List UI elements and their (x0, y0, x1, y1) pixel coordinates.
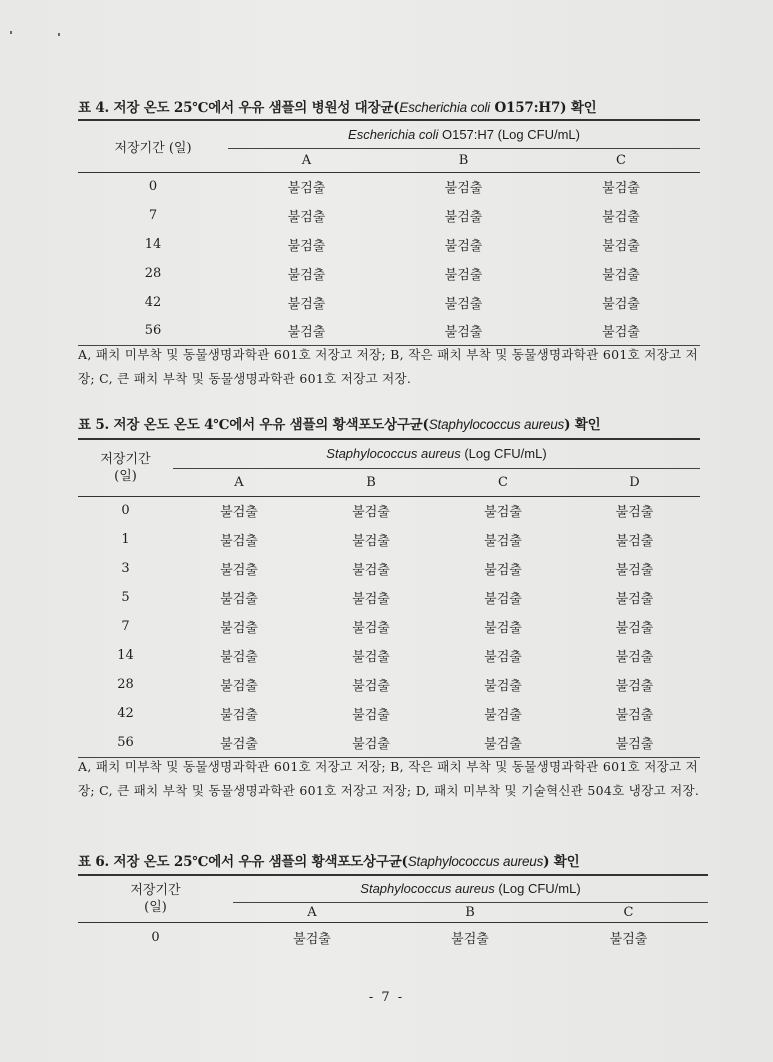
value-cell: 불검출 (444, 239, 483, 254)
value-cell: 불검출 (615, 679, 654, 694)
page-number: - 7 - (368, 990, 405, 1005)
column-header: A (234, 474, 244, 490)
organism-header: Escherichia coli O157:H7 (Log CFU/mL) (228, 120, 700, 148)
value-cell: 불검출 (287, 239, 326, 254)
day-cell: 28 (144, 266, 162, 281)
row-header (78, 875, 233, 922)
value-cell: 불검출 (287, 297, 326, 312)
value-cell: 불검출 (220, 736, 258, 752)
day-cell: 42 (117, 706, 134, 721)
scan-speck (10, 31, 12, 34)
value-cell: 불검출 (220, 505, 258, 521)
day-cell: 3 (121, 561, 130, 576)
table-5-section (78, 413, 700, 803)
value-cell: 불검출 (220, 650, 258, 665)
value-cell: 불검출 (220, 708, 258, 723)
value-cell: 불검출 (602, 325, 640, 341)
column-header: B (366, 474, 376, 490)
table-4-section (78, 96, 700, 391)
value-cell: 불검출 (615, 534, 654, 549)
table-6-caption: 표 6. 저장 온도 25℃에서 우유 샘플의 황색포도상구균(Staphylococcus aureus) 확인 (78, 854, 580, 870)
day-cell: 14 (117, 648, 134, 663)
day-cell: 42 (144, 295, 162, 310)
value-cell: 불검출 (352, 563, 390, 578)
value-cell: 불검출 (615, 592, 654, 607)
day-cell: 7 (148, 208, 158, 223)
organism-header: Staphylococcus aureus (Log CFU/mL) (173, 439, 700, 468)
value-cell: 불검출 (287, 210, 326, 225)
value-cell: 불검출 (484, 534, 522, 549)
value-cell: 불검출 (287, 181, 326, 197)
value-cell: 불검출 (484, 679, 522, 694)
value-cell: 불검출 (352, 650, 390, 665)
row-header-text: 저장기간 (일) (100, 451, 151, 484)
value-cell: 불검출 (352, 592, 390, 607)
value-cell: 불검출 (352, 708, 390, 723)
value-cell: 불검출 (220, 592, 258, 607)
value-cell: 불검출 (609, 931, 648, 947)
value-cell: 불검출 (352, 534, 390, 549)
table-6 (78, 874, 708, 952)
value-cell: 불검출 (602, 268, 640, 283)
value-cell: 불검출 (287, 268, 326, 283)
day-cell: 0 (121, 503, 130, 519)
value-cell: 불검출 (220, 621, 258, 636)
column-header: B (465, 904, 475, 920)
table-5-caption: 표 5. 저장 온도 온도 4℃에서 우유 샘플의 황색포도상구균(Staphylococcus aureus) 확인 (78, 417, 601, 433)
column-header: A (301, 152, 312, 168)
value-cell: 불검출 (615, 736, 654, 752)
row-header: 저장기간 (일) (78, 120, 228, 172)
day-cell: 28 (117, 677, 134, 692)
value-cell: 불검출 (615, 621, 654, 636)
row-header (78, 439, 173, 496)
value-cell: 불검출 (444, 210, 483, 225)
table-4-caption: 표 4. 저장 온도 25℃에서 우유 샘플의 병원성 대장균(Escherichia coli O157:H7) 확인 (78, 100, 597, 116)
value-cell: 불검출 (352, 736, 390, 752)
value-cell: 불검출 (484, 563, 522, 578)
value-cell: 불검출 (484, 708, 522, 723)
day-cell: 56 (117, 734, 134, 750)
scan-speck (58, 33, 60, 36)
table-4 (78, 119, 700, 346)
organism-header: Staphylococcus aureus (Log CFU/mL) (233, 875, 708, 902)
day-cell: 14 (144, 237, 162, 252)
day-cell: 5 (121, 590, 130, 605)
value-cell: 불검출 (615, 708, 654, 723)
value-cell: 불검출 (615, 563, 654, 578)
value-cell: 불검출 (444, 181, 483, 197)
table-5 (78, 438, 700, 758)
value-cell: 불검출 (220, 563, 258, 578)
day-cell: 1 (121, 532, 130, 547)
value-cell: 불검출 (602, 210, 640, 225)
value-cell: 불검출 (352, 505, 390, 521)
value-cell: 불검출 (602, 297, 640, 312)
column-header: A (307, 904, 317, 920)
column-header: B (458, 152, 469, 168)
value-cell: 불검출 (602, 239, 640, 254)
row-header-text: 저장기간 (일) (130, 882, 181, 915)
table-6-section (78, 850, 708, 952)
day-cell: 56 (144, 323, 162, 339)
value-cell: 불검출 (287, 325, 326, 341)
day-cell: 0 (151, 929, 160, 945)
value-cell: 불검출 (484, 505, 522, 521)
value-cell: 불검출 (220, 534, 258, 549)
value-cell: 불검출 (444, 325, 483, 341)
column-header: C (498, 474, 508, 490)
value-cell: 불검출 (602, 181, 640, 197)
value-cell: 불검출 (293, 931, 331, 947)
column-header: D (629, 474, 640, 490)
day-cell: 7 (121, 619, 130, 634)
value-cell: 불검출 (615, 650, 654, 665)
table-4-note: A, 패치 미부착 및 동물생명과학관 601호 저장고 저장; B, 작은 패치 부착 및 동물생명과학관 601호 저장고 저장; C, 큰 패치 부착 및 동물생명과학관 601호 저장고 저장. (78, 346, 699, 386)
day-cell: 0 (148, 179, 158, 195)
column-header: C (616, 152, 626, 168)
value-cell: 불검출 (484, 736, 522, 752)
value-cell: 불검출 (484, 650, 522, 665)
value-cell: 불검출 (484, 592, 522, 607)
value-cell: 불검출 (444, 297, 483, 312)
value-cell: 불검출 (484, 621, 522, 636)
value-cell: 불검출 (451, 931, 489, 947)
column-header: C (623, 904, 634, 920)
value-cell: 불검출 (444, 268, 483, 283)
value-cell: 불검출 (352, 621, 390, 636)
table-5-note: A, 패치 미부착 및 동물생명과학관 601호 저장고 저장; B, 작은 패치 부착 및 동물생명과학관 601호 저장고 저장; C, 큰 패치 부착 및 동물생명과학관 601호 저장고 저장; D, 패치 미부착 및 기술혁신관 504호 냉장고 저장. (78, 758, 700, 798)
value-cell: 불검출 (352, 679, 390, 694)
value-cell: 불검출 (220, 679, 258, 694)
value-cell: 불검출 (615, 505, 654, 521)
